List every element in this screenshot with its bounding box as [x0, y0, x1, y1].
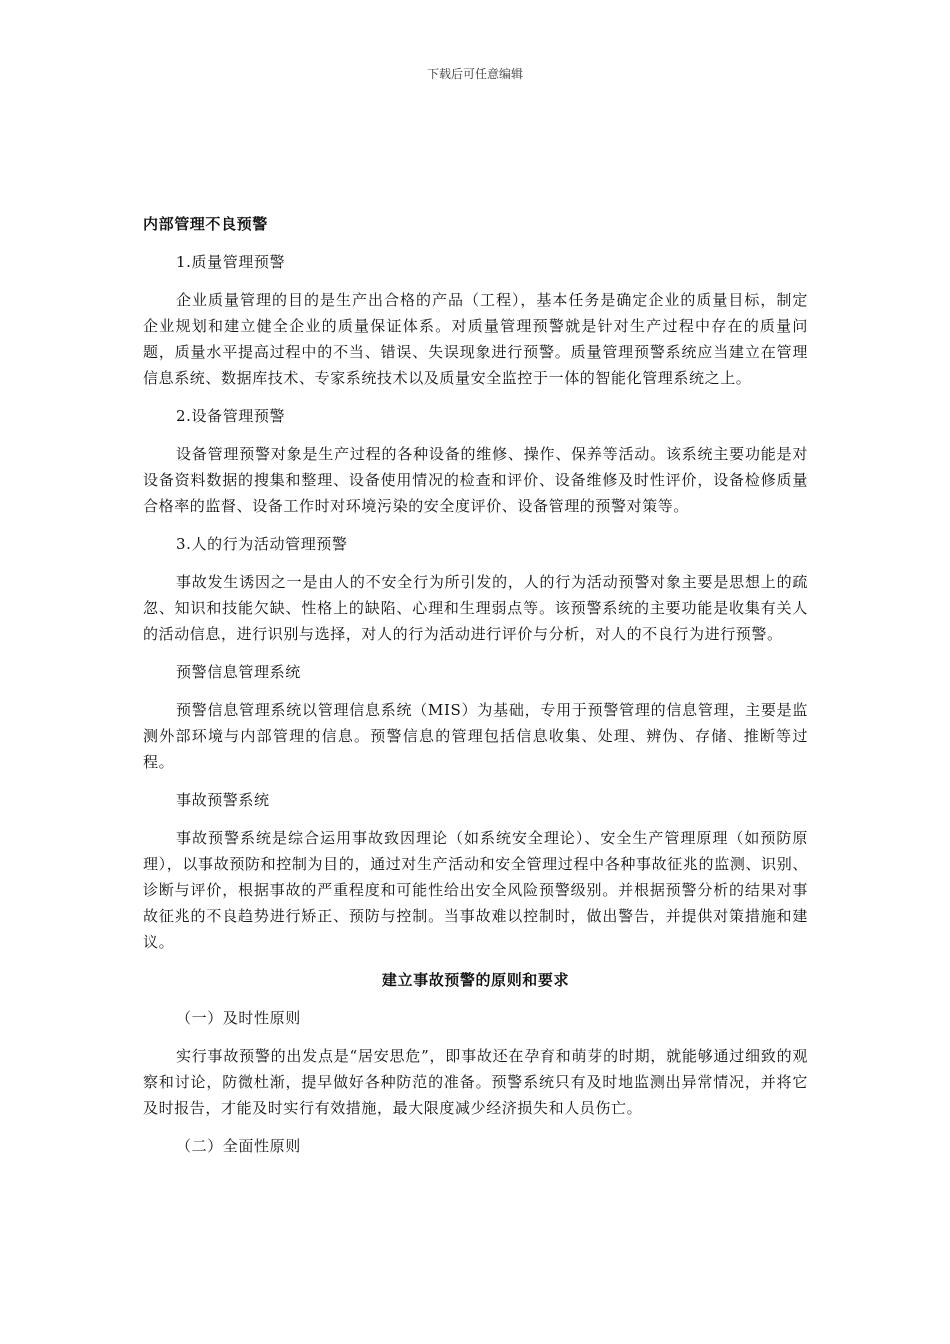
paragraph-timeliness: 实行事故预警的出发点是“居安思危”，即事故还在孕育和萌芽的时期，就能够通过细致的观察和讨论，防微杜渐，提早做好各种防范的准备。预警系统只有及时地监测出异常情况，并将它及时报告，才能及时实行有效措施，最大限度减少经济损失和人员伤亡。: [143, 1047, 808, 1117]
subheading-behavior: 3.人的行为活动管理预警: [176, 535, 348, 553]
subheading-comprehensiveness: （二）全面性原则: [176, 1137, 301, 1155]
section-title-principles: 建立事故预警的原则和要求: [381, 971, 570, 989]
subheading-info-system: 预警信息管理系统: [176, 663, 301, 681]
document-body: [143, 211, 808, 1171]
paragraph-info-system: 预警信息管理系统以管理信息系统（MIS）为基础，专用于预警管理的信息管理，主要是监测外部环境与内部管理的信息。预警信息的管理包括信息收集、处理、辨伪、存储、推断等过程。: [143, 701, 808, 771]
subheading-equipment: 2.设备管理预警: [176, 407, 286, 425]
page-header: 下载后可任意编辑: [426, 67, 523, 81]
subheading-quality: 1.质量管理预警: [176, 253, 286, 271]
paragraph-equipment: 设备管理预警对象是生产过程的各种设备的维修、操作、保养等活动。该系统主要功能是对设备资料数据的搜集和整理、设备使用情况的检查和评价、设备维修及时性评价，设备检修质量合格率的监督、设备工作时对环境污染的安全度评价、设备管理的预警对策等。: [143, 445, 808, 515]
paragraph-quality: 企业质量管理的目的是生产出合格的产品（工程），基本任务是确定企业的质量目标，制定企业规划和建立健全企业的质量保证体系。对质量管理预警就是针对生产过程中存在的质量问题，质量水平提高过程中的不当、错误、失误现象进行预警。质量管理预警系统应当建立在管理信息系统、数据库技术、专家系统技术以及质量安全监控于一体的智能化管理系统之上。: [143, 291, 808, 387]
subheading-timeliness: （一）及时性原则: [176, 1009, 301, 1027]
subheading-accident-system: 事故预警系统: [176, 791, 270, 809]
section-title: 内部管理不良预警: [143, 215, 268, 233]
paragraph-accident-system: 事故预警系统是综合运用事故致因理论（如系统安全理论）、安全生产管理原理（如预防原理），以事故预防和控制为目的，通过对生产活动和安全管理过程中各种事故征兆的监测、识别、诊断与评价，根据事故的严重程度和可能性给出安全风险预警级别。并根据预警分析的结果对事故征兆的不良趋势进行矫正、预防与控制。当事故难以控制时，做出警告，并提供对策措施和建议。: [143, 829, 808, 951]
paragraph-behavior: 事故发生诱因之一是由人的不安全行为所引发的，人的行为活动预警对象主要是思想上的疏忽、知识和技能欠缺、性格上的缺陷、心理和生理弱点等。该预警系统的主要功能是收集有关人的活动信息，进行识别与选择，对人的行为活动进行评价与分析，对人的不良行为进行预警。: [143, 573, 808, 643]
